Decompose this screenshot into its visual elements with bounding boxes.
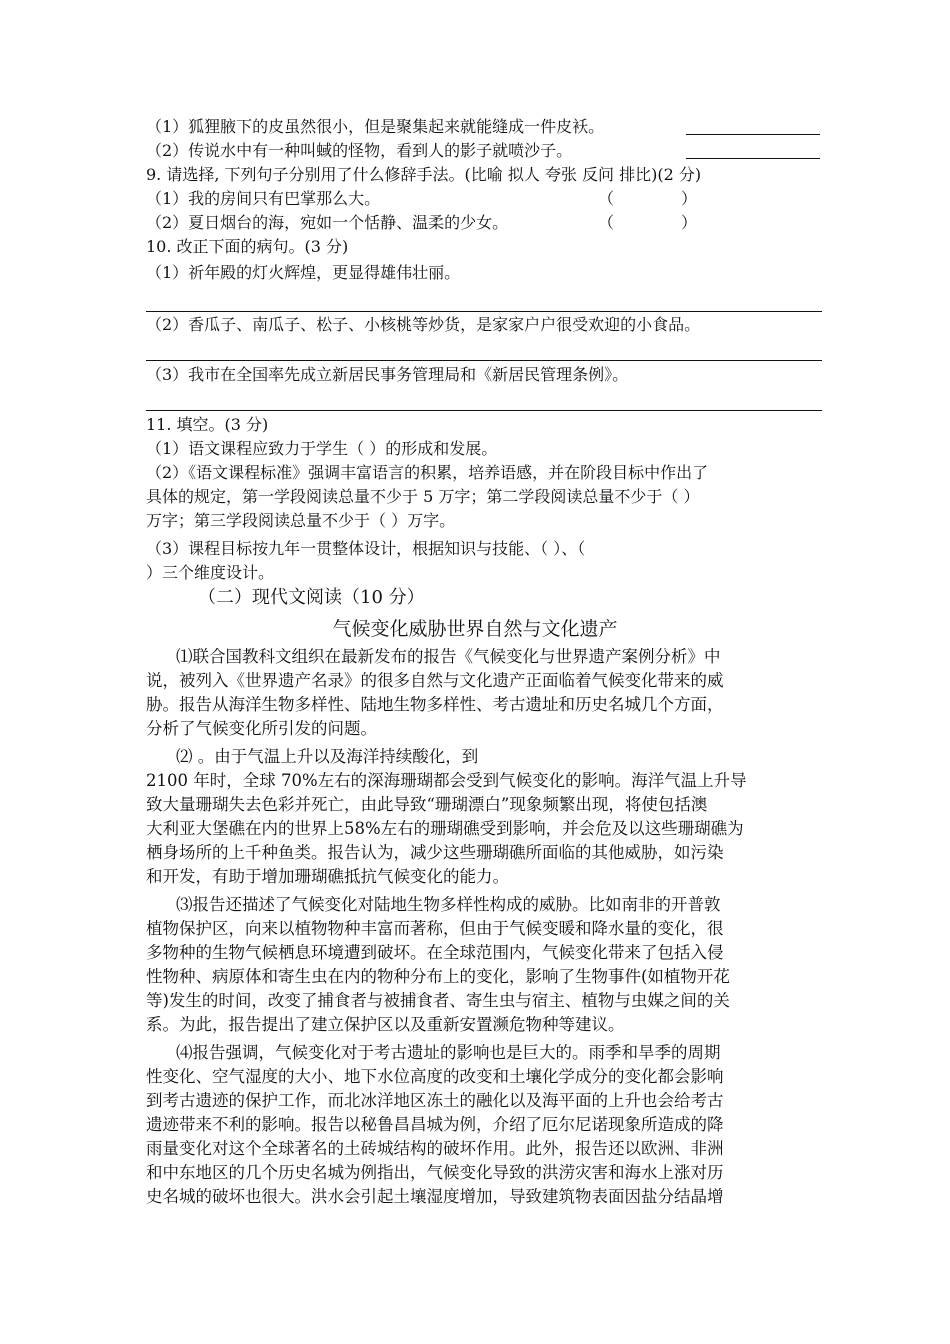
q9-item-2: （2）夏日烟台的海，宛如一个恬静、温柔的少女。 <box>146 213 509 232</box>
q9-item-2-paren-left: （ <box>598 213 615 232</box>
q10-item-3: （3）我市在全国率先成立新居民事务管理局和《新居民管理条例》。 <box>146 365 629 384</box>
paragraph-1-line: 说，被列入《世界遗产名录》的很多自然与文化遗产正面临着气候变化带来的威 <box>146 671 724 690</box>
paragraph-4-line: 和中东地区的几个历史名城为例指出，气候变化导致的洪涝灾害和海水上涨对历 <box>146 1163 724 1182</box>
paragraph-3-line: 植物保护区，向来以植物物种丰富而著称，但由于气候变暖和降水量的变化，很 <box>146 919 724 938</box>
q10-item-1-answer-line[interactable] <box>146 311 822 312</box>
q9-item-2-paren-right: ） <box>681 213 698 232</box>
q11-line-1: （1）语文课程应致力于学生（ ）的形成和发展。 <box>146 439 498 458</box>
q8-item-2: （2）传说水中有一种叫蜮的怪物，看到人的影子就喷沙子。 <box>146 141 573 160</box>
q9-title: 9. 请选择, 下列句子分别用了什么修辞手法。(比喻 拟人 夸张 反问 排比)(2 分) <box>146 165 702 184</box>
paragraph-1-line: 胁。报告从海洋生物多样性、陆地生物多样性、考古遗址和历史名城几个方面， <box>146 695 724 714</box>
q10-item-3-answer-line[interactable] <box>146 410 822 411</box>
paragraph-4-line: 史名城的破坏也很大。洪水会引起土壤湿度增加，导致建筑物表面因盐分结晶增 <box>146 1187 724 1206</box>
paragraph-3-line: ⑶报告还描述了气候变化对陆地生物多样性构成的威胁。比如南非的开普敦 <box>176 895 721 914</box>
q11-line-3: 具体的规定，第一学段阅读总量不少于 5 万字；第二学段阅读总量不少于（ ） <box>146 487 700 506</box>
article-title: 气候变化威胁世界自然与文化遗产 <box>332 618 618 640</box>
q9-item-1: （1）我的房间只有巴掌那么大。 <box>146 189 381 208</box>
q8-item-1-answer-line[interactable] <box>686 134 820 135</box>
q9-item-1-paren-left: （ <box>598 189 615 208</box>
q8-item-1: （1）狐狸腋下的皮虽然很小，但是聚集起来就能缝成一件皮袄。 <box>146 117 605 136</box>
q11-line-6: ）三个维度设计。 <box>146 563 275 582</box>
q11-line-2: （2）《语文课程标准》强调丰富语言的积累，培养语感，并在阶段目标中作出了 <box>146 463 709 482</box>
q10-item-2: （2）香瓜子、南瓜子、松子、小核桃等炒货，是家家户户很受欢迎的小食品。 <box>146 315 701 334</box>
q8-item-2-answer-line[interactable] <box>686 158 820 159</box>
paragraph-4-line: 性变化、空气湿度的大小、地下水位高度的改变和土壤化学成分的变化都会影响 <box>146 1067 724 1086</box>
section-heading: （二）现代文阅读（10 分） <box>198 587 425 608</box>
paragraph-2-line: 2100 年时，全球 70%左右的深海珊瑚都会受到气候变化的影响。海洋气温上升导 <box>146 771 747 790</box>
paragraph-3-line: 系。为此，报告提出了建立保护区以及重新安置濒危物种等建议。 <box>146 1015 625 1034</box>
paragraph-4-line: 雨量变化对这个全球著名的土砖城结构的破坏作用。此外，报告还以欧洲、非洲 <box>146 1139 724 1158</box>
paragraph-3-line: 等)发生的时间，改变了捕食者与被捕食者、寄生虫与宿主、植物与虫媒之间的关 <box>146 991 730 1010</box>
paragraph-2-line: 和开发，有助于增加珊瑚礁抵抗气候变化的能力。 <box>146 867 509 886</box>
q10-item-1: （1）祈年殿的灯火辉煌，更显得雄伟壮丽。 <box>146 263 461 282</box>
q9-item-1-paren-right: ） <box>681 189 698 208</box>
q10-title: 10. 改正下面的病句。(3 分) <box>146 237 349 256</box>
paragraph-1-line: ⑴联合国教科文组织在最新发布的报告《气候变化与世界遗产案例分析》中 <box>176 647 721 666</box>
paragraph-2-line: 致大量珊瑚失去色彩并死亡，由此导致“珊瑚漂白”现象频繁出现，将使包括澳 <box>146 795 708 814</box>
paragraph-4-line: 到考古遗迹的保护工作，而北冰洋地区冻土的融化以及海平面的上升也会给考古 <box>146 1091 724 1110</box>
paragraph-2-line: 大利亚大堡礁在内的世界上58%左右的珊瑚礁受到影响，并会危及以这些珊瑚礁为 <box>146 819 744 838</box>
q10-item-2-answer-line[interactable] <box>146 360 822 361</box>
q11-line-5: （3）课程目标按九年一贯整体设计，根据知识与技能、（ ）、（ <box>146 539 586 558</box>
paragraph-3-line: 多物种的生物气候栖息环境遭到破坏。在全球范围内，气候变化带来了包括入侵 <box>146 943 724 962</box>
paragraph-4-line: ⑷报告强调，气候变化对于考古遗址的影响也是巨大的。雨季和旱季的周期 <box>176 1043 721 1062</box>
paragraph-2-line: ⑵ 。由于气温上升以及海洋持续酸化，到 <box>176 747 479 766</box>
q11-title: 11. 填空。(3 分) <box>146 415 269 434</box>
paragraph-3-line: 性物种、病原体和寄生虫在内的物种分布上的变化，影响了生物事件(如植物开花 <box>146 967 730 986</box>
paragraph-1-line: 分析了气候变化所引发的问题。 <box>146 719 377 738</box>
q11-line-4: 万字；第三学段阅读总量不少于（ ）万字。 <box>146 511 456 530</box>
paragraph-2-line: 栖身场所的上千种鱼类。报告认为，减少这些珊瑚礁所面临的其他威胁，如污染 <box>146 843 724 862</box>
paragraph-4-line: 遗迹带来不利的影响。报告以秘鲁昌昌城为例，介绍了厄尔尼诺现象所造成的降 <box>146 1115 724 1134</box>
